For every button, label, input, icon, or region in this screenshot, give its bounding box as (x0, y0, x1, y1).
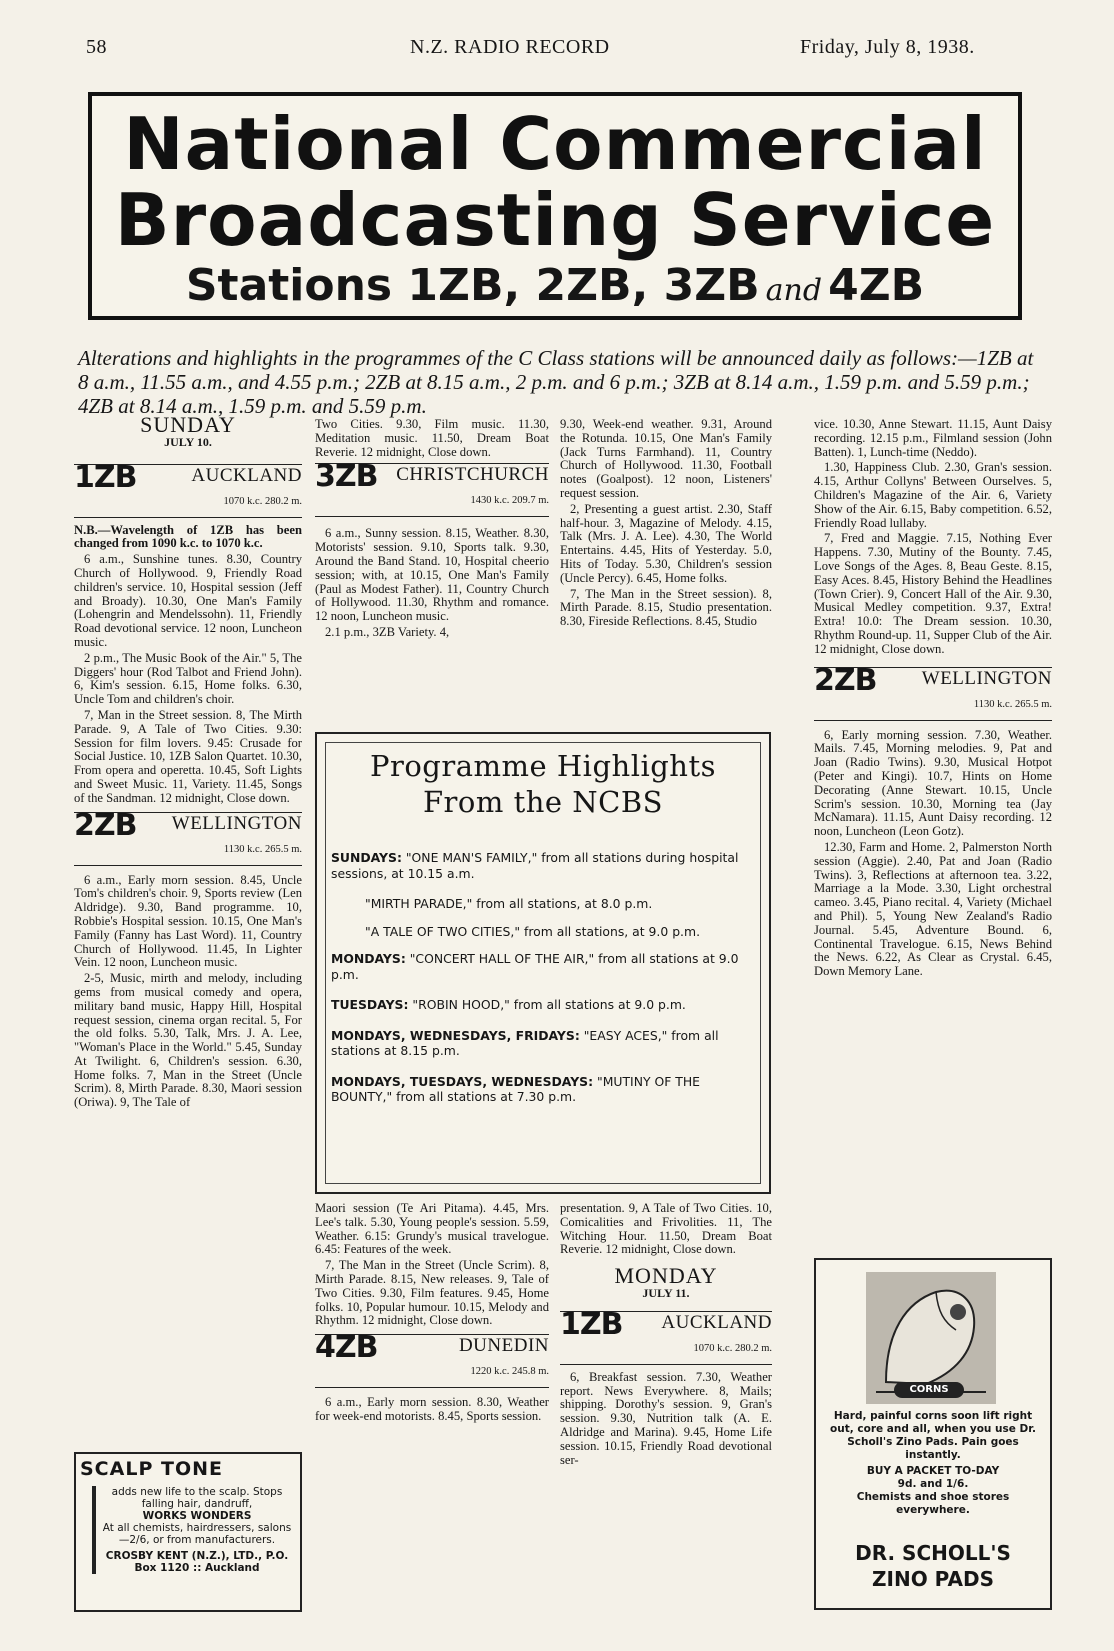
programme-paragraph: 1.30, Happiness Club. 2.30, Gran's session. 4.15, Arthur Collyns' Between Ourselves. 5, Children's Magazine of the Air. 6, Variety Show of the Air. 6.15, Baby competition. 6.52, Friendly Road lullaby. (814, 460, 1052, 530)
column-2-bottom (315, 1202, 549, 1426)
station-city: AUCKLAND (661, 1311, 772, 1333)
station-frequency: 1070 k.c. 280.2 m. (223, 495, 302, 507)
station-frequency: 1070 k.c. 280.2 m. (693, 1342, 772, 1354)
station-city: AUCKLAND (191, 464, 302, 486)
station-city: CHRISTCHURCH (396, 464, 549, 486)
scalp-tone-advert (74, 1452, 302, 1612)
banner-stations (92, 260, 1018, 311)
programme-paragraph: 7, The Man in the Street session). 8, Mirth Parade. 8.15, Studio presentation. 8.30, Fireside Reflections. 8.45, Studio (560, 586, 772, 629)
advert-body (824, 1410, 1042, 1517)
highlight-text: "MUTINY OF THE BOUNTY," from all stations at 7.30 p.m. (331, 1073, 701, 1104)
station-call: 3ZB (315, 459, 378, 495)
station-call: 4ZB (315, 1330, 378, 1366)
highlight-text: "EASY ACES," from all stations at 8.15 p.m. (331, 1027, 719, 1058)
advert-cta: BUY A PACKET TO-DAY (866, 1465, 1000, 1477)
advert-text: At all chemists, hairdressers, salons—2/6, or from manufacturers. (102, 1522, 292, 1546)
column-2-top (315, 418, 549, 642)
highlight-label: SUNDAYS: (331, 850, 402, 865)
corns-badge: CORNS (894, 1382, 964, 1398)
programme-paragraph: 6 a.m., Sunshine tunes. 8.30, Country Church of Hollywood. 9, Friendly Road children's service. 10, Hospital session (Jeff and Broady). 10.30, One Man's Family (Lohengrin and Mendelssohn). 11, Friendly Road devotional service. 12 noon, Luncheon music. (74, 552, 302, 649)
station-city: WELLINGTON (171, 812, 302, 834)
wavelength-note: N.B.—Wavelength of 1ZB has been changed from 1090 k.c. to 1070 k.c. (74, 522, 302, 551)
programme-paragraph: 6 a.m., Early morn session. 8.30, Weather for week-end motorists. 8.45, Sports session. (315, 1395, 549, 1423)
programme-paragraph: 2-5, Music, mirth and melody, including gems from musical comedy and opera, military band music, Happy Hill, Hospital request session, cinema organ recital. 5, For the old folks. 5.30, Talk, Mrs. J. A. Lee, "Woman's Place in the World." 5.45, Sunday At Twilight. 6, Children's session. 6.30, Home folks. 7, Man in the Street (Uncle Scrim). 8, Mirth Parade. 8.30, Maori session (Oriwa). 9, The Tale of (74, 971, 302, 1110)
station-city: DUNEDIN (458, 1335, 549, 1357)
banner-stations-prefix: Stations 1ZB, 2ZB, 3ZB (185, 260, 760, 311)
station-frequency: 1130 k.c. 265.5 m. (223, 843, 302, 855)
programme-paragraph: 6 a.m., Sunny session. 8.15, Weather. 8.30, Motorists' session. 9.10, Sports talk. 9.30, Around the Band Stand. 10, Hospital cheerio session; with, at 10.15, One Man's Family (Paul as Modest Father). 11, Country Church of Hollywood. 11.30, Rhythm and romance. 12 noon, Luncheon music. (315, 526, 549, 624)
dr-scholls-advert (814, 1258, 1052, 1610)
highlight-label: MONDAYS, TUESDAYS, WEDNESDAYS: (331, 1073, 594, 1089)
programme-paragraph: 2 p.m., The Music Book of the Air." 5, The Diggers' hour (Rod Talbot and Friend John). 6, Kim's session. 6.15, Home folks. 6.30, Uncle Tom and children's choir. (74, 650, 302, 707)
sunday-heading: SUNDAY (140, 412, 236, 437)
banner-and: and (765, 273, 823, 308)
advert-brand (816, 1540, 1050, 1592)
highlight-label: MONDAYS: (331, 951, 406, 966)
banner-line-1: National Commercial (123, 102, 987, 186)
highlight-mwf (331, 1028, 757, 1059)
advert-maker: CROSBY KENT (N.Z.), LTD., P.O. Box 1120 :: Auckland (105, 1550, 289, 1574)
highlights-title-line-2: From the NCBS (422, 785, 664, 819)
advert-text: Hard, painful corns soon lift right out, core and all, when you use Dr. Scholl's Zino Pads. Pain goes instantly. (830, 1410, 1036, 1461)
station-call: 1ZB (560, 1306, 623, 1342)
programme-paragraph: presentation. 9, A Tale of Two Cities. 10, Comicalities and Frivolities. 11, The Witching Hour. 11.50, Dream Boat Reverie. 12 midnight, Close down. (560, 1201, 772, 1257)
highlight-sundays-1 (331, 850, 757, 881)
programme-paragraph: 2, Presenting a guest artist. 2.30, Staff half-hour. 3, Magazine of Melody. 4.15, Talk (Mrs. J. A. Lee). 4.30, The World Entertains. 4.45, Hits of Yesterday. 5.0, Hits of Today. 5.30, Children's session (Uncle Percy). 6.45, Home folks. (560, 501, 772, 585)
brand-line-1: DR. SCHOLL'S (855, 1541, 1011, 1565)
station-frequency: 1220 k.c. 245.8 m. (470, 1366, 549, 1378)
station-frequency: 1430 k.c. 209.7 m. (470, 495, 549, 507)
highlight-text: "CONCERT HALL OF THE AIR," from all stations at 9.0 p.m. (331, 951, 739, 982)
programme-paragraph: Maori session (Te Ari Pitama). 4.45, Mrs. Lee's talk. 5.30, Young people's session. 5.59, Weather. 6.15: Grundy's musical travelogue. 6.45: Features of the week. (315, 1201, 549, 1257)
programme-paragraph: Two Cities. 9.30, Film music. 11.30, Meditation music. 11.50, Dream Boat Reverie. 12 midnight, Close down. (315, 417, 549, 459)
programme-paragraph: 6, Early morning session. 7.30, Weather. Mails. 7.45, Morning melodies. 9, Pat and Joan (Radio Twins). 9.30, Musical Hotpot (Peter and Kingi). 10.7, Hints on Home Decorating (Anne Stewart. 10.15, Uncle Scrim's session. 10.30, Morning tea (Jay McNamara). 11.15, Aunt Daisy recording. 12 noon, Luncheon (Leon Gotz). (814, 727, 1052, 839)
programme-paragraph: 7, Man in the Street session. 8, The Mirth Parade. 9, A Tale of Two Cities. 9.30: Session for film lovers. 9.45: Crusade for Social Justice. 10, 1ZB Salon Quartet. 10.30, From opera and operetta. 10.45, Soft Lights and Sweet Music. 11, Variety. 11.45, Songs of the Sandman. 12 midnight, Close down. (74, 707, 302, 805)
advert-body (92, 1486, 292, 1574)
divider (814, 720, 1052, 721)
programme-paragraph: 2.1 p.m., 3ZB Variety. 4, (325, 624, 450, 639)
monday-date: JULY 11. (642, 1285, 690, 1300)
highlight-tuesdays (331, 997, 757, 1013)
station-call: 1ZB (74, 459, 137, 495)
divider (74, 865, 302, 866)
station-header-2zb (74, 807, 302, 865)
advert-text: Chemists and shoe stores everywhere. (856, 1491, 1010, 1516)
column-4 (814, 418, 1052, 981)
intro-notice: Alterations and highlights in the programmes of the C Class stations will be announced daily as follows:—1ZB at 8 a.m., 11.55 a.m., and 4.55 p.m.; 2ZB at 8.15 a.m., 2 p.m. and 6 p.m.; 3ZB at 8.14 a.m., 1.59 p.m. and 5.59 p.m.; 4ZB at 8.14 a.m., 1.59 p.m. and 5.59 p.m. (78, 346, 1034, 418)
programme-paragraph: vice. 10.30, Anne Stewart. 11.15, Aunt Daisy recording. 12.15 p.m., Filmland session (John Batten). 1, Lunch-time (Neddo). (814, 417, 1052, 459)
highlight-sundays-2: "MIRTH PARADE," from all stations, at 8.0 p.m. (365, 896, 653, 911)
divider (315, 1387, 549, 1388)
brand-line-2: ZINO PADS (872, 1567, 994, 1591)
station-frequency: 1130 k.c. 265.5 m. (973, 698, 1052, 710)
programme-paragraph: 7, Fred and Maggie. 7.15, Nothing Ever Happens. 7.30, Mutiny of the Bounty. 7.45, Love Songs of the Ages. 8, Beau Geste. 8.15, Easy Aces. 8.45, History Behind the Headlines (Town Crier). 9, Concert Hall of the Air. 9.30, Musical Medley competition. 9.37, Extra! Extra! 10.0: The Dream session. 10.30, Rhythm Round-up. 11, Supper Club of the Air. 12 midnight, Close down. (814, 531, 1052, 656)
advert-text: adds new life to the scalp. Stops falling hair, dandruff, (111, 1486, 283, 1510)
station-call: 2ZB (814, 662, 877, 698)
highlight-label: TUESDAYS: (331, 997, 409, 1012)
monday-heading: MONDAY (614, 1263, 718, 1289)
divider (315, 516, 549, 517)
advert-price: 9d. and 1/6. (897, 1478, 969, 1490)
highlight-label: MONDAYS, WEDNESDAYS, FRIDAYS: (331, 1027, 580, 1043)
station-header-1zb-monday (560, 1306, 772, 1364)
column-1 (74, 412, 302, 1112)
advert-highlight: WORKS WONDERS (142, 1510, 252, 1522)
station-header-2zb-monday (814, 662, 1052, 720)
column-3-top (560, 418, 772, 631)
highlight-mondays (331, 951, 757, 982)
programme-paragraph: 7, The Man in the Street (Uncle Scrim). 8, Mirth Parade. 8.15, New releases. 9, Tale of Two Cities. 9.30, Film features. 9.45, Home folks. 10, Popular humour. 10.15, Melody and Rhythm. 12 midnight, Close down. (315, 1258, 549, 1328)
divider (560, 1364, 772, 1365)
highlight-sundays-3: "A TALE OF TWO CITIES," from all stations, at 9.0 p.m. (365, 923, 701, 939)
station-city: WELLINGTON (921, 667, 1052, 689)
page-number: 58 (86, 36, 107, 58)
banner-stations-last: 4ZB (828, 260, 925, 311)
highlight-mtw (331, 1074, 757, 1105)
highlights-title-line-1: Programme Highlights (369, 749, 717, 783)
banner-line-2: Broadcasting Service (114, 178, 996, 262)
station-header-3zb (315, 459, 549, 516)
publication-name: N.Z. RADIO RECORD (410, 36, 610, 58)
column-3-bottom (560, 1202, 772, 1469)
programme-paragraph: 12.30, Farm and Home. 2, Palmerston North session (Aggie). 2.40, Pat and Joan (Radio Twins). 3, Reflections at afternoon tea. 3.22, Marriage a la Mode. 3.30, Light orchestral cameo. 3.45, Piano recital. 4, Variety (Michael and Phil). 5, Young New Zealand's Radio Journal. 5.45, Adventure Bound. 6, Continental Travelogue. 6.15, News Behind the News. 6.22, As Clear as Crystal. 6.45, Down Memory Lane. (814, 839, 1052, 979)
programme-paragraph: 9.30, Week-end weather. 9.31, Around the Rotunda. 10.15, One Man's Family (Jack Turns Farmhand). 11, Country Church of Hollywood. 11.30, Football notes (Goalpost). 12 noon, Listeners' request session. (560, 417, 772, 500)
station-call: 2ZB (74, 807, 137, 843)
highlights-list (331, 850, 757, 1120)
programme-paragraph: 6, Breakfast session. 7.30, Weather report. News Everywhere. 8, Mails; shipping. Dorothy's session. 9, Gran's session. 9.30, Nutrition talk (A. E. Aldridge and Marina). 9.45, Home Life session. 10.15, Friendly Road devotional ser- (560, 1369, 772, 1467)
sunday-date: JULY 10. (164, 434, 212, 449)
divider (74, 517, 302, 518)
station-header-1zb (74, 459, 302, 517)
station-header-4zb (315, 1330, 549, 1387)
issue-date: Friday, July 8, 1938. (800, 36, 975, 58)
programme-highlights-box (315, 732, 771, 1194)
programme-paragraph: 6 a.m., Early morn session. 8.45, Uncle Tom's children's choir. 9, Sports review (Len Aldridge). 9.30, Band programme. 10, Robbie's Hospital session. 10.15, One Man's Family (Fanny has Last Word). 11, Country Church of Hollywood. 11.45, In Lighter Vein. 12 noon, Luncheon music. (74, 872, 302, 970)
highlights-title (317, 748, 769, 820)
highlight-text: "ROBIN HOOD," from all stations at 9.0 p.m. (412, 997, 686, 1012)
title-banner (88, 92, 1022, 320)
advert-title: SCALP TONE (80, 1458, 223, 1480)
highlight-text: "ONE MAN'S FAMILY," from all stations during hospital sessions, at 10.15 a.m. (331, 850, 739, 881)
